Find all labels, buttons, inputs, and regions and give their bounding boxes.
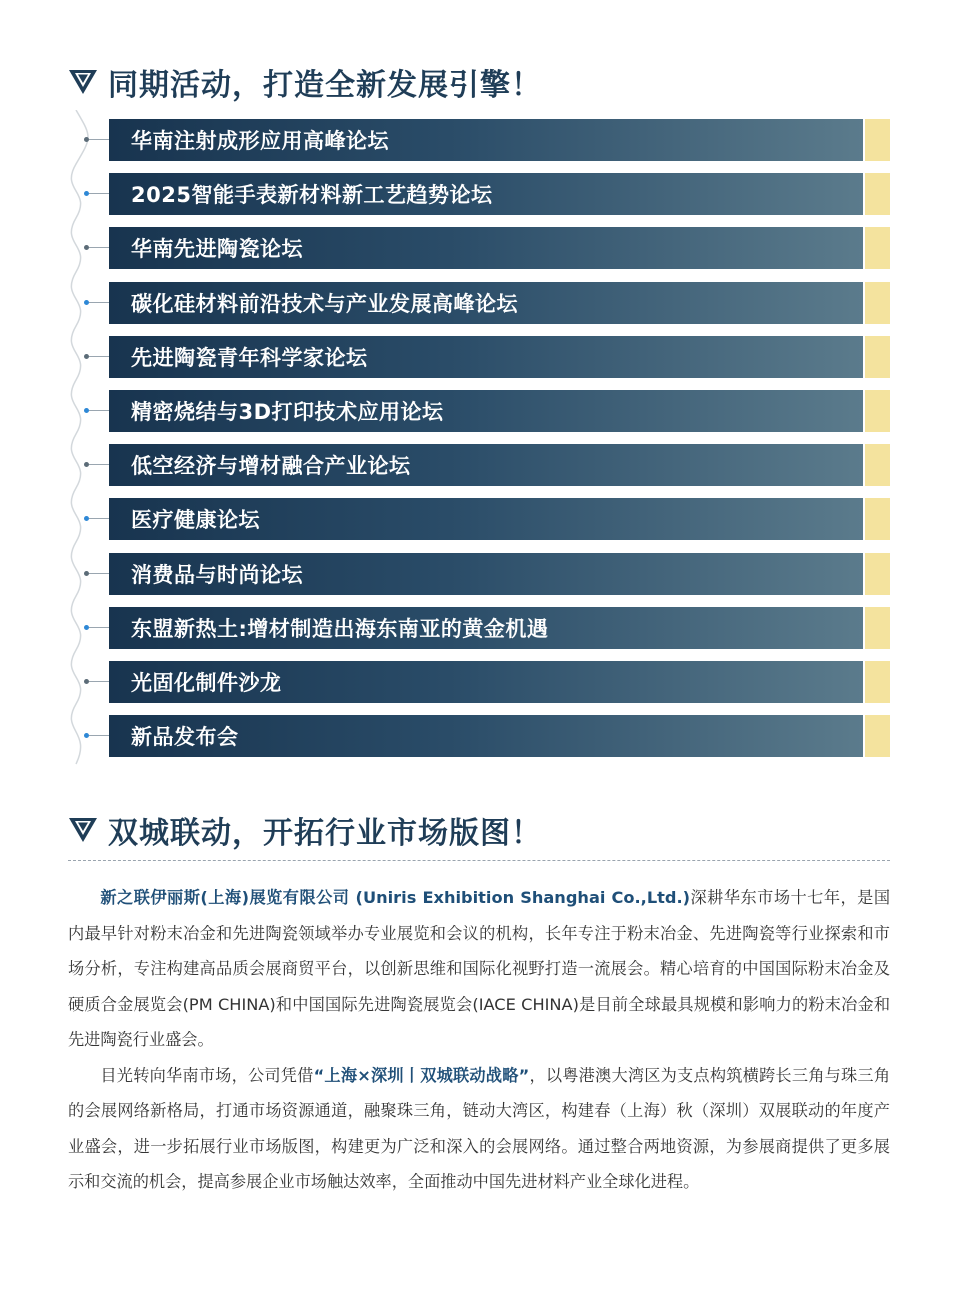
connector-line xyxy=(89,573,109,574)
forum-item xyxy=(84,661,890,703)
forum-label: 新品发布会 xyxy=(131,725,239,750)
accent-cap xyxy=(865,336,890,378)
connector-line xyxy=(89,518,109,519)
paragraph-text: ，以粤港澳大湾区为支点构筑横跨长三角与珠三角的会展网络新格局，打通市场资源通道，融聚珠三角，链动大湾区，构建春（上海）秋（深圳）双展联动的年度产业盛会，进一步拓展行业市场版图，构建更为广泛和深入的会展网络。通过整合两地资源，为参展商提供了更多展示和交流的机会，提高参展企业市场触达效率，全面推动中国先进材料产业全球化进程。 xyxy=(68,1065,891,1191)
forum-list xyxy=(84,119,890,769)
forum-bar xyxy=(109,607,863,649)
connector-line xyxy=(89,356,109,357)
body-text xyxy=(68,880,890,1200)
connector-line xyxy=(89,193,109,194)
forum-bar xyxy=(109,390,863,432)
accent-cap xyxy=(865,119,890,161)
forum-bar xyxy=(109,661,863,703)
forum-item xyxy=(84,444,890,486)
forum-item xyxy=(84,498,890,540)
forum-label: 华南先进陶瓷论坛 xyxy=(131,237,303,262)
section-heading-events xyxy=(68,60,542,104)
forum-label: 先进陶瓷青年科学家论坛 xyxy=(131,345,368,370)
connector-line xyxy=(89,139,109,140)
forum-label: 光固化制件沙龙 xyxy=(131,670,282,695)
forum-label: 精密烧结与3D打印技术应用论坛 xyxy=(131,399,444,424)
forum-bar xyxy=(109,282,863,324)
forum-item xyxy=(84,282,890,324)
forum-bar xyxy=(109,227,863,269)
section-title: 双城联动，开拓行业市场版图！ xyxy=(108,816,542,851)
forum-item xyxy=(84,390,890,432)
section-title: 同期活动，打造全新发展引擎！ xyxy=(108,68,542,103)
accent-cap xyxy=(865,661,890,703)
forum-bar xyxy=(109,498,863,540)
forum-label: 医疗健康论坛 xyxy=(131,508,260,533)
connector-line xyxy=(89,247,109,248)
forum-bar xyxy=(109,553,863,595)
triangle-down-icon xyxy=(68,69,98,95)
connector-line xyxy=(89,681,109,682)
connector-line xyxy=(89,735,109,736)
forum-item xyxy=(84,553,890,595)
forum-item xyxy=(84,607,890,649)
paragraph-text: 目光转向华南市场，公司凭借 xyxy=(100,1065,314,1085)
connector-line xyxy=(89,464,109,465)
forum-bar xyxy=(109,336,863,378)
forum-item xyxy=(84,173,890,215)
strategy-name: “上海×深圳丨双城联动战略” xyxy=(313,1065,530,1085)
forum-item xyxy=(84,119,890,161)
forum-bar xyxy=(109,715,863,757)
forum-label: 2025智能手表新材料新工艺趋势论坛 xyxy=(131,183,493,208)
forum-label: 碳化硅材料前沿技术与产业发展高峰论坛 xyxy=(131,291,518,316)
forum-label: 东盟新热土:增材制造出海东南亚的黄金机遇 xyxy=(131,616,549,641)
accent-cap xyxy=(865,607,890,649)
accent-cap xyxy=(865,390,890,432)
connector-line xyxy=(89,302,109,303)
forum-bar xyxy=(109,119,863,161)
accent-cap xyxy=(865,227,890,269)
forum-label: 低空经济与增材融合产业论坛 xyxy=(131,454,411,479)
accent-cap xyxy=(865,444,890,486)
accent-cap xyxy=(865,173,890,215)
accent-cap xyxy=(865,715,890,757)
triangle-down-icon xyxy=(68,817,98,843)
forum-item xyxy=(84,336,890,378)
forum-bar xyxy=(109,173,863,215)
forum-label: 消费品与时尚论坛 xyxy=(131,562,303,587)
accent-cap xyxy=(865,553,890,595)
accent-cap xyxy=(865,282,890,324)
dotted-divider xyxy=(68,860,890,861)
paragraph-company-intro xyxy=(68,880,890,1058)
paragraph-text: 深耕华东市场十七年，是国内最早针对粉末冶金和先进陶瓷领域举办专业展览和会议的机构，长年专注于粉末冶金、先进陶瓷等行业探索和市场分析，专注构建高品质会展商贸平台，以创新思维和国际化视野打造一流展会。精心培育的中国国际粉末冶金及硬质合金展览会(PM CHINA)和中国国际先进陶瓷展览会(IACE CHINA)是目前全球最具规模和影响力的粉末冶金和先进陶瓷行业盛会。 xyxy=(68,888,891,1049)
accent-cap xyxy=(865,498,890,540)
company-name: 新之联伊丽斯(上海)展览有限公司 (Uniris Exhibition Shanghai Co.,Ltd.) xyxy=(100,888,691,907)
forum-item xyxy=(84,715,890,757)
paragraph-strategy xyxy=(68,1058,890,1200)
forum-bar xyxy=(109,444,863,486)
section-heading-dual-city xyxy=(68,808,542,852)
forum-label: 华南注射成形应用高峰论坛 xyxy=(131,129,389,153)
connector-line xyxy=(89,410,109,411)
forum-item xyxy=(84,227,890,269)
connector-line xyxy=(89,627,109,628)
